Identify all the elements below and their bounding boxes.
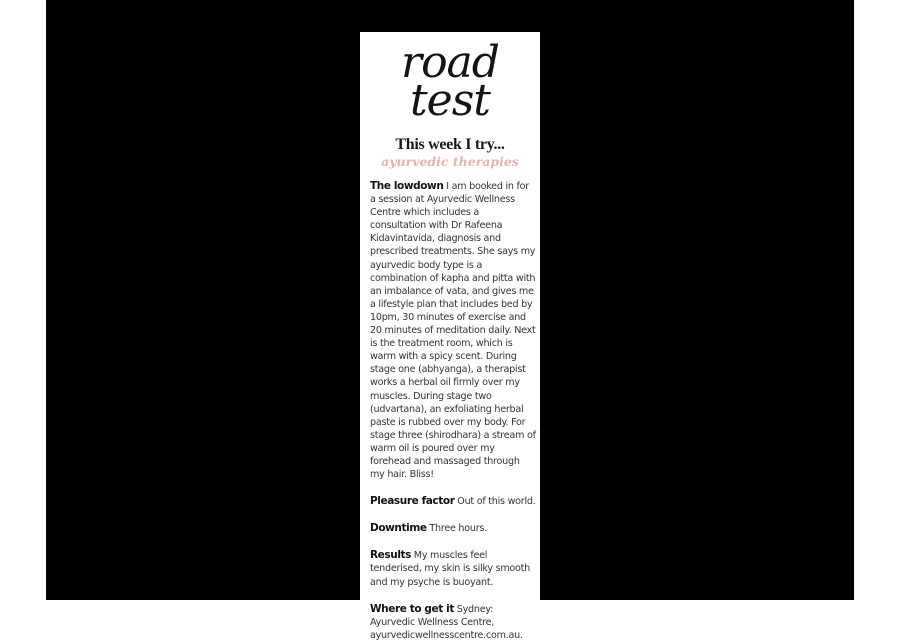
kicker-heading: This week I try...	[395, 136, 505, 153]
section-label: The lowdown	[370, 180, 444, 192]
article-body	[370, 180, 536, 642]
section-label: Where to get it	[370, 602, 454, 615]
section-text: I am booked in for a session at Ayurvedic Wellness Centre which includes a consultation with Dr Rafeena Kidavintavida, diagnosis and prescribed treatments. She says my ayurvedic body type is a combination of kapha and pitta with an imbalance of vata, and gives me a lifestyle plan that includes bed by 10pm, 30 minutes of exercise and 20 minutes of meditation daily. Next is the treatment room, which is warm with a spicy scent. During stage one (abhyanga), a therapist works a herbal oil firmly over my muscles. During stage two (udvartana), an exfoliating herbal paste is rubbed over my body. For stage three (shirodhara) a stream of warm oil is poured over my forehead and massaged through my hair. Bliss!	[370, 181, 536, 481]
masthead-line-2: test	[410, 75, 490, 126]
article-column	[360, 32, 540, 641]
section-downtime	[370, 522, 536, 535]
section-text: My muscles feel tenderised, my skin is silky smooth and my psyche is buoyant.	[370, 550, 531, 588]
masthead-title	[370, 37, 530, 126]
section-text: Three hours.	[426, 523, 487, 535]
section-where-to-get-it	[370, 603, 536, 642]
section-label: Pleasure factor	[370, 495, 455, 508]
section-text: Out of this world.	[454, 496, 536, 508]
section-label: Results	[370, 549, 411, 562]
subject-subheading: ayurvedic therapies	[381, 154, 519, 169]
section-label: Downtime	[370, 522, 427, 535]
section-results	[370, 549, 536, 588]
section-lowdown	[370, 180, 536, 481]
masthead-line-1: road	[401, 37, 499, 88]
section-text: Sydney: Ayurvedic Wellness Centre, ayurvedicwellnesscentre.com.au.	[370, 603, 523, 641]
section-pleasure-factor	[370, 495, 536, 508]
